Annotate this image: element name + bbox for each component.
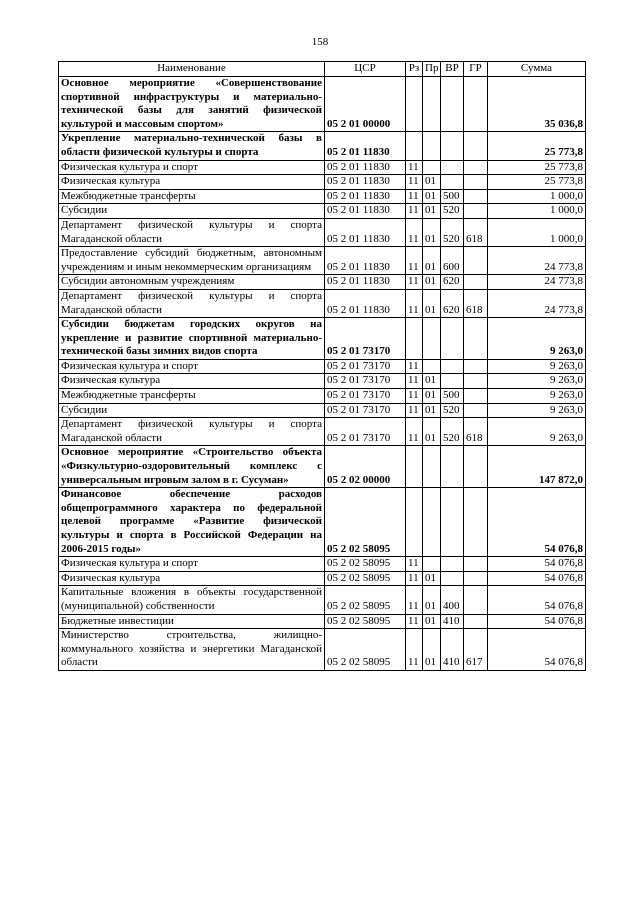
row-gr bbox=[464, 614, 488, 629]
row-vr bbox=[441, 571, 464, 586]
row-sum: 24 773,8 bbox=[488, 289, 586, 317]
row-name: Департамент физической культуры и спорта Магаданской области bbox=[59, 218, 325, 246]
row-name: Физическая культура и спорт bbox=[59, 557, 325, 572]
row-sum: 54 076,8 bbox=[488, 488, 586, 557]
row-pr: 01 bbox=[423, 403, 441, 418]
row-gr bbox=[464, 557, 488, 572]
row-csr: 05 2 01 11830 bbox=[325, 247, 406, 275]
row-rz: 11 bbox=[406, 204, 423, 219]
row-csr: 05 2 01 11830 bbox=[325, 175, 406, 190]
row-pr: 01 bbox=[423, 629, 441, 671]
row-vr: 520 bbox=[441, 418, 464, 446]
row-vr: 600 bbox=[441, 247, 464, 275]
row-sum: 24 773,8 bbox=[488, 275, 586, 290]
row-sum: 147 872,0 bbox=[488, 446, 586, 488]
table-row bbox=[59, 488, 586, 557]
header-pr: Пр bbox=[423, 62, 441, 77]
row-vr bbox=[441, 374, 464, 389]
row-rz: 11 bbox=[406, 289, 423, 317]
row-pr: 01 bbox=[423, 247, 441, 275]
row-csr: 05 2 02 58095 bbox=[325, 488, 406, 557]
row-name: Физическая культура и спорт bbox=[59, 359, 325, 374]
table-row bbox=[59, 418, 586, 446]
row-sum: 9 263,0 bbox=[488, 374, 586, 389]
table-row bbox=[59, 132, 586, 160]
row-gr bbox=[464, 175, 488, 190]
row-gr bbox=[464, 571, 488, 586]
row-pr: 01 bbox=[423, 389, 441, 404]
row-sum: 9 263,0 bbox=[488, 389, 586, 404]
row-vr: 520 bbox=[441, 204, 464, 219]
row-name: Основное мероприятие «Совершенствование спортивной инфраструктуры и материально-технической базы для занятий физической культурой и массовым спортом» bbox=[59, 77, 325, 132]
table-row bbox=[59, 359, 586, 374]
table-row bbox=[59, 204, 586, 219]
row-vr bbox=[441, 175, 464, 190]
row-gr bbox=[464, 488, 488, 557]
row-rz: 11 bbox=[406, 418, 423, 446]
row-csr: 05 2 02 00000 bbox=[325, 446, 406, 488]
table-body bbox=[59, 77, 586, 671]
row-name: Департамент физической культуры и спорта Магаданской области bbox=[59, 289, 325, 317]
row-gr: 618 bbox=[464, 418, 488, 446]
row-csr: 05 2 01 00000 bbox=[325, 77, 406, 132]
row-pr bbox=[423, 488, 441, 557]
row-pr bbox=[423, 132, 441, 160]
row-csr: 05 2 01 73170 bbox=[325, 318, 406, 360]
row-name: Субсидии bbox=[59, 403, 325, 418]
row-pr: 01 bbox=[423, 289, 441, 317]
table-row bbox=[59, 160, 586, 175]
table-row bbox=[59, 189, 586, 204]
row-pr bbox=[423, 160, 441, 175]
page-number: 158 bbox=[311, 36, 329, 48]
row-csr: 05 2 01 73170 bbox=[325, 418, 406, 446]
row-rz: 11 bbox=[406, 218, 423, 246]
table-row bbox=[59, 218, 586, 246]
row-rz: 11 bbox=[406, 175, 423, 190]
row-csr: 05 2 01 11830 bbox=[325, 132, 406, 160]
row-vr bbox=[441, 488, 464, 557]
row-name: Физическая культура bbox=[59, 374, 325, 389]
row-sum: 1 000,0 bbox=[488, 189, 586, 204]
row-name: Субсидии автономным учреждениям bbox=[59, 275, 325, 290]
row-rz: 11 bbox=[406, 586, 423, 614]
row-name: Субсидии бюджетам городских округов на укрепление и развитие спортивной материально-технической базы зимних видов спорта bbox=[59, 318, 325, 360]
table-row bbox=[59, 614, 586, 629]
row-rz: 11 bbox=[406, 189, 423, 204]
row-rz: 11 bbox=[406, 160, 423, 175]
row-rz bbox=[406, 446, 423, 488]
header-name: Наименование bbox=[59, 62, 325, 77]
row-rz: 11 bbox=[406, 571, 423, 586]
row-gr bbox=[464, 204, 488, 219]
row-csr: 05 2 01 11830 bbox=[325, 218, 406, 246]
row-sum: 54 076,8 bbox=[488, 586, 586, 614]
row-vr: 500 bbox=[441, 189, 464, 204]
row-gr bbox=[464, 359, 488, 374]
row-sum: 24 773,8 bbox=[488, 247, 586, 275]
row-pr: 01 bbox=[423, 586, 441, 614]
row-pr: 01 bbox=[423, 418, 441, 446]
row-rz: 11 bbox=[406, 247, 423, 275]
table-row bbox=[59, 629, 586, 671]
row-gr: 618 bbox=[464, 289, 488, 317]
row-name: Бюджетные инвестиции bbox=[59, 614, 325, 629]
row-pr: 01 bbox=[423, 175, 441, 190]
row-pr bbox=[423, 77, 441, 132]
row-name: Департамент физической культуры и спорта Магаданской области bbox=[59, 418, 325, 446]
table-row bbox=[59, 374, 586, 389]
row-csr: 05 2 01 73170 bbox=[325, 359, 406, 374]
row-rz: 11 bbox=[406, 614, 423, 629]
row-gr bbox=[464, 77, 488, 132]
row-vr: 400 bbox=[441, 586, 464, 614]
row-rz bbox=[406, 77, 423, 132]
row-name: Физическая культура и спорт bbox=[59, 160, 325, 175]
row-sum: 9 263,0 bbox=[488, 359, 586, 374]
table-header-row bbox=[59, 62, 586, 77]
row-csr: 05 2 01 73170 bbox=[325, 403, 406, 418]
row-csr: 05 2 01 11830 bbox=[325, 289, 406, 317]
row-pr: 01 bbox=[423, 614, 441, 629]
row-rz: 11 bbox=[406, 629, 423, 671]
row-name: Министерство строительства, жилищно-коммунального хозяйства и энергетики Магаданской области bbox=[59, 629, 325, 671]
table-row bbox=[59, 586, 586, 614]
row-sum: 25 773,8 bbox=[488, 132, 586, 160]
row-sum: 9 263,0 bbox=[488, 403, 586, 418]
row-name: Основное мероприятие «Строительство объекта «Физкультурно-оздоровительный комплекс с универсальным игровым залом в г. Сусуман» bbox=[59, 446, 325, 488]
row-name: Физическая культура bbox=[59, 175, 325, 190]
row-name: Предоставление субсидий бюджетным, автономным учреждениям и иным некоммерческим организациям bbox=[59, 247, 325, 275]
row-csr: 05 2 02 58095 bbox=[325, 586, 406, 614]
row-sum: 54 076,8 bbox=[488, 571, 586, 586]
header-vr: ВР bbox=[441, 62, 464, 77]
row-gr bbox=[464, 586, 488, 614]
row-vr: 410 bbox=[441, 614, 464, 629]
row-vr: 620 bbox=[441, 289, 464, 317]
header-gr: ГР bbox=[464, 62, 488, 77]
row-vr bbox=[441, 160, 464, 175]
row-pr: 01 bbox=[423, 571, 441, 586]
row-csr: 05 2 01 73170 bbox=[325, 374, 406, 389]
row-vr: 410 bbox=[441, 629, 464, 671]
row-name: Финансовое обеспечение расходов общепрограммного характера по федеральной целевой программе «Развитие физической культуры и спорта в Российской Федерации на 2006-2015 годы» bbox=[59, 488, 325, 557]
row-gr bbox=[464, 318, 488, 360]
row-sum: 25 773,8 bbox=[488, 175, 586, 190]
row-pr bbox=[423, 557, 441, 572]
table-row bbox=[59, 389, 586, 404]
table-row bbox=[59, 571, 586, 586]
row-sum: 54 076,8 bbox=[488, 614, 586, 629]
row-vr: 500 bbox=[441, 389, 464, 404]
row-pr bbox=[423, 446, 441, 488]
row-gr bbox=[464, 247, 488, 275]
row-gr bbox=[464, 389, 488, 404]
row-rz: 11 bbox=[406, 359, 423, 374]
row-pr: 01 bbox=[423, 218, 441, 246]
row-name: Межбюджетные трансферты bbox=[59, 389, 325, 404]
row-gr bbox=[464, 446, 488, 488]
row-sum: 25 773,8 bbox=[488, 160, 586, 175]
row-pr bbox=[423, 318, 441, 360]
row-gr bbox=[464, 132, 488, 160]
row-rz: 11 bbox=[406, 557, 423, 572]
row-vr bbox=[441, 446, 464, 488]
table-row bbox=[59, 289, 586, 317]
row-sum: 35 036,8 bbox=[488, 77, 586, 132]
row-csr: 05 2 01 11830 bbox=[325, 275, 406, 290]
row-pr: 01 bbox=[423, 275, 441, 290]
row-pr: 01 bbox=[423, 374, 441, 389]
row-sum: 54 076,8 bbox=[488, 629, 586, 671]
row-sum: 54 076,8 bbox=[488, 557, 586, 572]
row-sum: 9 263,0 bbox=[488, 318, 586, 360]
row-vr: 520 bbox=[441, 403, 464, 418]
header-csr: ЦСР bbox=[325, 62, 406, 77]
row-rz bbox=[406, 488, 423, 557]
row-csr: 05 2 02 58095 bbox=[325, 629, 406, 671]
row-gr bbox=[464, 160, 488, 175]
row-name: Капитальные вложения в объекты государственной (муниципальной) собственности bbox=[59, 586, 325, 614]
row-gr: 618 bbox=[464, 218, 488, 246]
row-csr: 05 2 02 58095 bbox=[325, 571, 406, 586]
row-vr bbox=[441, 359, 464, 374]
row-rz: 11 bbox=[406, 374, 423, 389]
row-pr: 01 bbox=[423, 189, 441, 204]
row-gr: 617 bbox=[464, 629, 488, 671]
table-row bbox=[59, 175, 586, 190]
row-name: Межбюджетные трансферты bbox=[59, 189, 325, 204]
row-vr: 620 bbox=[441, 275, 464, 290]
row-sum: 9 263,0 bbox=[488, 418, 586, 446]
row-csr: 05 2 02 58095 bbox=[325, 557, 406, 572]
row-csr: 05 2 02 58095 bbox=[325, 614, 406, 629]
row-sum: 1 000,0 bbox=[488, 204, 586, 219]
row-name: Субсидии bbox=[59, 204, 325, 219]
row-rz bbox=[406, 318, 423, 360]
row-csr: 05 2 01 11830 bbox=[325, 204, 406, 219]
table-row bbox=[59, 557, 586, 572]
table-row bbox=[59, 318, 586, 360]
row-vr bbox=[441, 77, 464, 132]
row-gr bbox=[464, 189, 488, 204]
budget-table bbox=[58, 61, 586, 671]
row-gr bbox=[464, 275, 488, 290]
row-pr: 01 bbox=[423, 204, 441, 219]
row-vr: 520 bbox=[441, 218, 464, 246]
table-row bbox=[59, 403, 586, 418]
row-pr bbox=[423, 359, 441, 374]
table-row bbox=[59, 247, 586, 275]
table-row bbox=[59, 275, 586, 290]
row-csr: 05 2 01 11830 bbox=[325, 160, 406, 175]
row-vr bbox=[441, 132, 464, 160]
row-rz: 11 bbox=[406, 389, 423, 404]
row-vr bbox=[441, 318, 464, 360]
row-gr bbox=[464, 374, 488, 389]
row-name: Укрепление материально-технической базы в области физической культуры и спорта bbox=[59, 132, 325, 160]
row-csr: 05 2 01 73170 bbox=[325, 389, 406, 404]
table-row bbox=[59, 77, 586, 132]
row-rz: 11 bbox=[406, 403, 423, 418]
row-rz bbox=[406, 132, 423, 160]
table-row bbox=[59, 446, 586, 488]
row-sum: 1 000,0 bbox=[488, 218, 586, 246]
row-csr: 05 2 01 11830 bbox=[325, 189, 406, 204]
header-sum: Сумма bbox=[488, 62, 586, 77]
row-rz: 11 bbox=[406, 275, 423, 290]
row-gr bbox=[464, 403, 488, 418]
header-rz: Рз bbox=[406, 62, 423, 77]
row-vr bbox=[441, 557, 464, 572]
row-name: Физическая культура bbox=[59, 571, 325, 586]
